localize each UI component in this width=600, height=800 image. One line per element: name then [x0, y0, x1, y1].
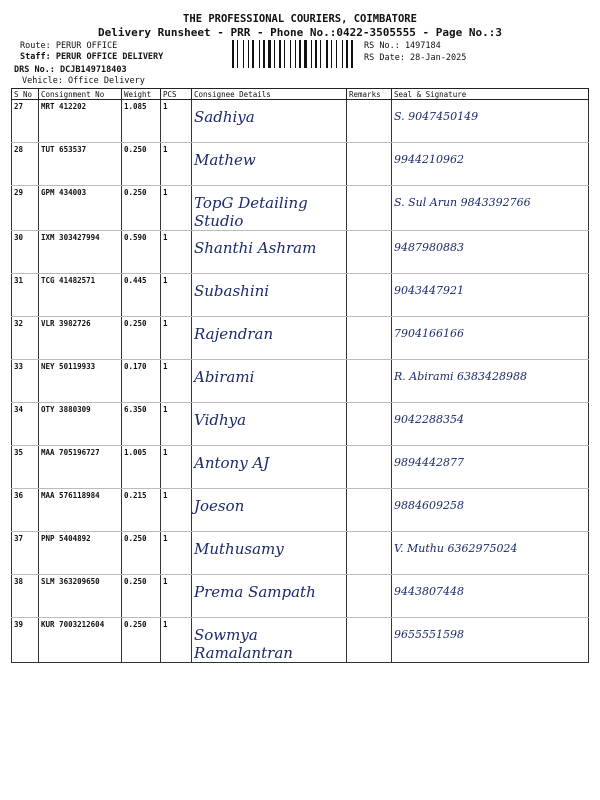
row-pcs: 1 [161, 489, 192, 532]
row-consignee-cell [192, 231, 347, 274]
row-signature: 9655551598 [394, 628, 464, 641]
row-signature: 9443807448 [394, 585, 464, 598]
row-consignee-cell [192, 489, 347, 532]
row-consignment-no: SLM 363209650 [39, 575, 122, 618]
row-signature: S. 9047450149 [394, 110, 479, 123]
row-consignee-cell [192, 532, 347, 575]
table-header-row [12, 89, 589, 100]
col-signature: Seal & Signature [392, 89, 589, 100]
row-consignee-cell [192, 100, 347, 143]
row-weight: 6.350 [122, 403, 161, 446]
row-pcs: 1 [161, 575, 192, 618]
row-pcs: 1 [161, 618, 192, 663]
row-signature-cell [392, 274, 589, 317]
vehicle-text: Vehicle: Office Delivery [22, 76, 145, 86]
row-sno: 34 [12, 403, 39, 446]
row-sno: 36 [12, 489, 39, 532]
row-consignment-no: NEY 50119933 [39, 360, 122, 403]
route-text: Route: PERUR OFFICE [20, 41, 118, 51]
row-weight: 0.250 [122, 317, 161, 360]
row-weight: 1.085 [122, 100, 161, 143]
row-sno: 31 [12, 274, 39, 317]
row-remarks [347, 403, 392, 446]
col-sno: S No [12, 89, 39, 100]
row-pcs: 1 [161, 317, 192, 360]
row-pcs: 1 [161, 274, 192, 317]
row-sno: 33 [12, 360, 39, 403]
row-consignment-no: GPM 434003 [39, 186, 122, 231]
row-pcs: 1 [161, 231, 192, 274]
row-consignee: TopG Detailing Studio [194, 194, 308, 230]
table-row [12, 446, 589, 489]
row-consignee: Muthusamy [194, 540, 284, 558]
row-signature: 9487980883 [394, 241, 464, 254]
row-signature-cell [392, 231, 589, 274]
row-weight: 0.590 [122, 231, 161, 274]
row-signature-cell [392, 317, 589, 360]
row-consignee: Subashini [194, 282, 270, 300]
row-consignee: Antony AJ [194, 454, 270, 472]
row-consignee: Vidhya [194, 411, 247, 429]
row-consignment-no: MAA 705196727 [39, 446, 122, 489]
row-sno: 29 [12, 186, 39, 231]
table-row [12, 143, 589, 186]
row-consignee-cell [192, 274, 347, 317]
col-weight: Weight [122, 89, 161, 100]
row-remarks [347, 186, 392, 231]
row-remarks [347, 231, 392, 274]
col-consignee: Consignee Details [192, 89, 347, 100]
row-remarks [347, 317, 392, 360]
row-pcs: 1 [161, 532, 192, 575]
runsheet-table [11, 88, 589, 663]
row-consignment-no: MRT 412202 [39, 100, 122, 143]
row-sno: 32 [12, 317, 39, 360]
row-signature: 9944210962 [394, 153, 464, 166]
row-signature-cell [392, 618, 589, 663]
row-consignee: Sadhiya [194, 108, 255, 126]
row-signature-cell [392, 403, 589, 446]
row-signature: 9042288354 [394, 413, 464, 426]
staff-text: Staff: PERUR OFFICE DELIVERY [20, 52, 164, 62]
barcode-icon [232, 40, 357, 68]
row-signature-cell [392, 489, 589, 532]
row-sno: 27 [12, 100, 39, 143]
row-signature-cell [392, 143, 589, 186]
row-remarks [347, 446, 392, 489]
row-consignee-cell [192, 618, 347, 663]
row-pcs: 1 [161, 100, 192, 143]
row-remarks [347, 143, 392, 186]
row-signature-cell [392, 186, 589, 231]
row-consignment-no: PNP 5404892 [39, 532, 122, 575]
col-remarks: Remarks [347, 89, 392, 100]
row-consignment-no: MAA 576118984 [39, 489, 122, 532]
table-row [12, 360, 589, 403]
row-consignee: Prema Sampath [194, 583, 316, 601]
row-consignee-cell [192, 317, 347, 360]
row-consignee: Rajendran [194, 325, 274, 343]
table-row [12, 489, 589, 532]
rs-number: RS No.: 1497184 [364, 41, 441, 51]
table-row [12, 532, 589, 575]
row-weight: 0.250 [122, 532, 161, 575]
row-consignee: Sowmya Ramalantran [194, 626, 293, 662]
row-consignment-no: TCG 41482571 [39, 274, 122, 317]
row-sno: 35 [12, 446, 39, 489]
table-row [12, 186, 589, 231]
row-weight: 0.250 [122, 143, 161, 186]
row-consignee-cell [192, 446, 347, 489]
row-signature: 7904166166 [394, 327, 464, 340]
row-signature: 9894442877 [394, 456, 464, 469]
rs-date: RS Date: 28-Jan-2025 [364, 53, 467, 63]
row-pcs: 1 [161, 143, 192, 186]
row-signature-cell [392, 360, 589, 403]
row-consignment-no: TUT 653537 [39, 143, 122, 186]
row-consignee: Joeson [194, 497, 245, 515]
row-consignee-cell [192, 143, 347, 186]
row-remarks [347, 274, 392, 317]
row-consignee: Abirami [194, 368, 255, 386]
row-pcs: 1 [161, 360, 192, 403]
row-signature: V. Muthu 6362975024 [394, 542, 518, 555]
row-consignee-cell [192, 403, 347, 446]
table-row [12, 317, 589, 360]
row-remarks [347, 532, 392, 575]
row-weight: 0.250 [122, 618, 161, 663]
row-consignment-no: KUR 7003212604 [39, 618, 122, 663]
row-remarks [347, 575, 392, 618]
row-signature-cell [392, 575, 589, 618]
table-row [12, 403, 589, 446]
row-remarks [347, 489, 392, 532]
row-signature: 9884609258 [394, 499, 464, 512]
row-consignee-cell [192, 186, 347, 231]
row-consignee-cell [192, 360, 347, 403]
col-pcs: PCS [161, 89, 192, 100]
table-row [12, 575, 589, 618]
row-sno: 30 [12, 231, 39, 274]
row-sno: 39 [12, 618, 39, 663]
row-consignment-no: VLR 3982726 [39, 317, 122, 360]
row-signature-cell [392, 532, 589, 575]
row-signature-cell [392, 100, 589, 143]
row-weight: 0.445 [122, 274, 161, 317]
row-remarks [347, 360, 392, 403]
col-consignment: Consignment No [39, 89, 122, 100]
row-consignment-no: IXM 303427994 [39, 231, 122, 274]
row-signature: 9043447921 [394, 284, 464, 297]
row-signature-cell [392, 446, 589, 489]
row-weight: 0.215 [122, 489, 161, 532]
row-sno: 28 [12, 143, 39, 186]
row-consignment-no: OTY 3880309 [39, 403, 122, 446]
row-weight: 0.250 [122, 186, 161, 231]
row-consignee: Shanthi Ashram [194, 239, 317, 257]
row-signature: S. Sul Arun 9843392766 [394, 196, 531, 209]
table-row [12, 100, 589, 143]
row-consignee: Mathew [194, 151, 256, 169]
row-pcs: 1 [161, 446, 192, 489]
table-row [12, 274, 589, 317]
row-pcs: 1 [161, 403, 192, 446]
row-sno: 37 [12, 532, 39, 575]
row-pcs: 1 [161, 186, 192, 231]
row-sno: 38 [12, 575, 39, 618]
table-row [12, 618, 589, 663]
table-row [12, 231, 589, 274]
company-title: THE PROFESSIONAL COURIERS, COIMBATORE [183, 13, 417, 25]
row-remarks [347, 100, 392, 143]
runsheet-subtitle: Delivery Runsheet - PRR - Phone No.:0422-3505555 - Page No.:3 [98, 26, 502, 39]
row-weight: 1.005 [122, 446, 161, 489]
row-consignee-cell [192, 575, 347, 618]
row-weight: 0.170 [122, 360, 161, 403]
row-remarks [347, 618, 392, 663]
row-signature: R. Abirami 6383428988 [394, 370, 528, 383]
drs-number: DRS No.: DCJB149718403 [14, 65, 127, 75]
row-weight: 0.250 [122, 575, 161, 618]
